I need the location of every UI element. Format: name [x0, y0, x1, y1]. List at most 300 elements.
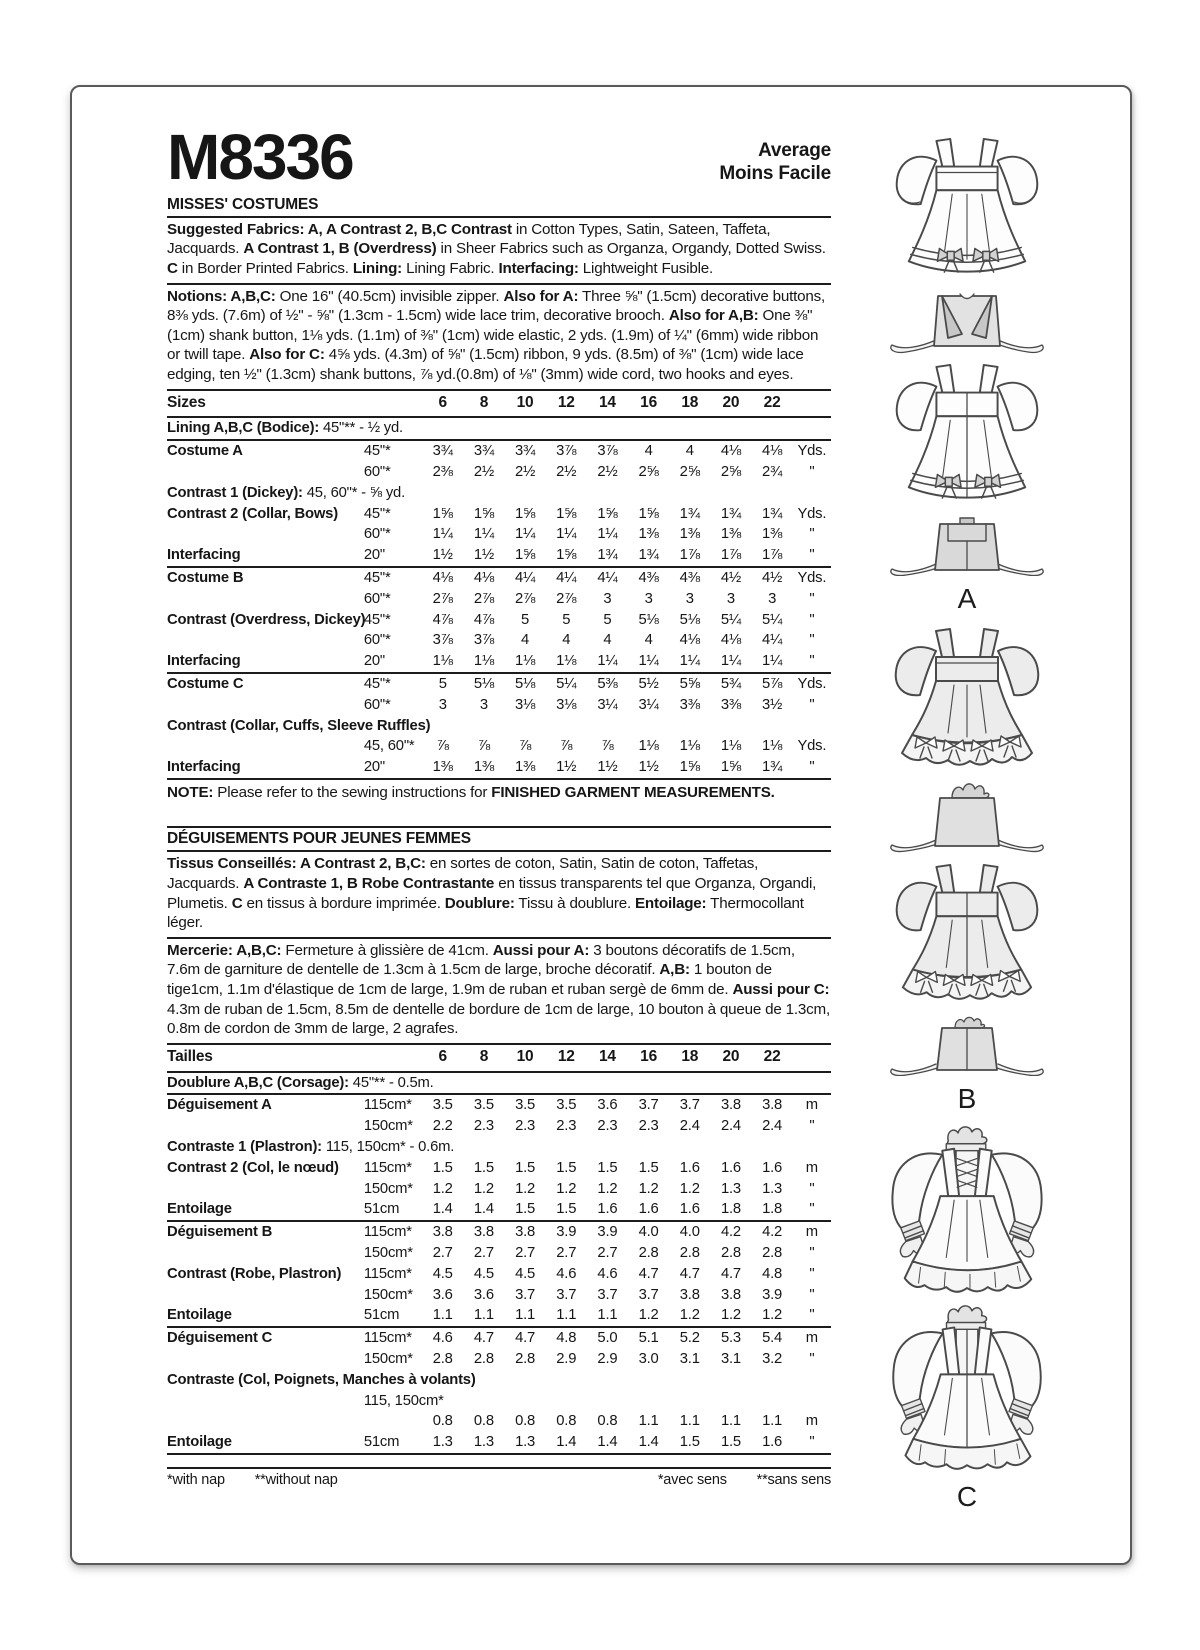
row-label: Sizes [167, 390, 422, 418]
yardage-value: 3.8 [463, 1221, 504, 1243]
yardage-value: 1⅞ [679, 547, 700, 564]
yardage-value: 2.8 [679, 1245, 700, 1261]
yardage-value: 1¾ [762, 759, 783, 776]
table-row [167, 716, 831, 737]
yardage-value: 5 [422, 673, 463, 695]
row-label [167, 1264, 364, 1285]
row-label [167, 651, 364, 673]
fabric-width: 60"* [363, 463, 391, 480]
yardage-value: 5⅞ [752, 673, 793, 695]
yardage-value: 5.1 [628, 1327, 669, 1349]
row-label [167, 1305, 364, 1327]
table-row [167, 630, 831, 651]
yardage-value: 4.2 [752, 1221, 793, 1243]
yardage-value: 1⅝ [638, 505, 659, 522]
table-row [167, 1072, 831, 1095]
yardage-value: 1¼ [638, 653, 659, 670]
yardage-value: 4.7 [504, 1327, 545, 1349]
yardage-value: 5¼ [762, 611, 783, 628]
table-row [167, 1305, 831, 1327]
yardage-value: 1.6 [762, 1434, 783, 1451]
yardage-value: 1.6 [597, 1201, 618, 1218]
yardage-value: 2.8 [638, 1245, 659, 1261]
bold-text: Doublure: [444, 894, 515, 912]
yardage-value: 1⅝ [556, 505, 577, 522]
spacer [167, 806, 831, 820]
size-column-header: 20 [710, 390, 751, 418]
fabric-width: 115, 150cm* [363, 1392, 444, 1409]
bold-text: Contraste 1 (Plastron): [167, 1139, 322, 1156]
yardage-value: 4⅛ [463, 567, 504, 589]
footnote-english [167, 1472, 338, 1488]
yardage-value: 3¼ [597, 696, 618, 713]
yardage-value: 2.3 [515, 1118, 536, 1135]
table-row [167, 1411, 831, 1432]
table-row [167, 736, 831, 757]
sans-sens-note: **sans sens [756, 1471, 831, 1488]
table-row [167, 651, 831, 673]
footnotes [167, 1472, 831, 1488]
yardage-value: 1¾ [762, 505, 783, 522]
size-column-header: 16 [628, 1044, 669, 1072]
unit-label: " [809, 1350, 815, 1367]
unit-label: " [809, 547, 815, 564]
row-label: Tailles [167, 1044, 422, 1072]
unit-label: " [809, 611, 815, 628]
table-row [167, 1391, 831, 1412]
yardage-value: 2.7 [473, 1245, 494, 1261]
unit-label: " [809, 463, 815, 480]
yardage-value: 2⅞ [556, 590, 577, 607]
yardage-value: 4⅛ [752, 440, 793, 462]
unit-label: " [809, 632, 815, 649]
row-label [167, 695, 364, 716]
row-label [167, 673, 364, 695]
yardage-value: 4⅜ [628, 567, 669, 589]
bold-text: Costume A [167, 443, 243, 460]
table-row [167, 1044, 831, 1072]
row-label [167, 462, 364, 483]
yardage-value: 3.1 [720, 1350, 741, 1367]
view-a-label: A [957, 583, 977, 614]
yardage-value: 4.6 [556, 1265, 577, 1282]
row-label [167, 1221, 364, 1243]
yardage-value: 3.9 [546, 1221, 587, 1243]
yardage-value: 1¾ [597, 547, 618, 564]
yardage-value: 0.8 [556, 1413, 577, 1430]
yardage-value: 1.1 [515, 1307, 536, 1324]
yardage-value: 1.2 [473, 1180, 494, 1197]
yardage-value: 3⅞ [432, 632, 453, 649]
yardage-value: ⅞ [477, 738, 490, 755]
fabric-width: 150cm* [363, 1245, 413, 1261]
bold-text: Entoilage [167, 1201, 232, 1218]
yardage-value: 4.7 [720, 1265, 741, 1282]
row-label [167, 440, 364, 462]
yardage-value: 2⅞ [473, 590, 494, 607]
yardage-value: 1.6 [638, 1201, 659, 1218]
divider [167, 216, 831, 218]
table-row [167, 1199, 831, 1221]
bold-text: Contrast 2 (Collar, Bows) [167, 505, 338, 522]
yardage-value: 5⅛ [463, 673, 504, 695]
fabric-width: 115cm* [364, 1221, 422, 1243]
yardage-value: 3.9 [762, 1286, 783, 1303]
yardage-value: 4⅜ [669, 567, 710, 589]
yardage-value: 5.4 [752, 1327, 793, 1349]
table-row [167, 1158, 831, 1179]
yardage-value: 0.8 [597, 1413, 618, 1430]
difficulty-french: Moins Facile [719, 163, 831, 185]
table-row [167, 417, 831, 440]
bold-text: Entoilage [167, 1434, 232, 1451]
bold-text: Contrast 1 (Dickey): [167, 484, 303, 501]
yardage-value: 5 [521, 611, 530, 628]
yardage-value: 3 [644, 590, 653, 607]
row-label: Contraste 1 (Plastron): 115, 150cm* - 0.6m. [167, 1139, 455, 1156]
yardage-value: 4¼ [504, 567, 545, 589]
unit-label: m [793, 1327, 831, 1349]
yardage-value: 1⅞ [720, 547, 742, 564]
yardage-value: 1.6 [679, 1201, 700, 1218]
footnote-french [658, 1472, 831, 1488]
yardage-value: 1.6 [679, 1159, 700, 1176]
yardage-value: 1⅜ [638, 526, 659, 543]
unit-label: m [805, 1159, 818, 1176]
yardage-value: 2½ [556, 463, 577, 480]
yardage-value: 2.3 [473, 1118, 494, 1135]
yardage-value: 2.3 [597, 1118, 618, 1135]
table-row [167, 1264, 831, 1285]
yardage-value: 4.5 [515, 1265, 536, 1282]
unit-label: Yds. [797, 738, 827, 755]
yardage-value: 2.7 [597, 1245, 618, 1261]
text-column [167, 121, 831, 1488]
yardage-table-english [167, 389, 831, 780]
yardage-value: 1.3 [432, 1434, 453, 1451]
yardage-value: 1⅛ [473, 653, 494, 670]
fabric-width: 45, 60"* [363, 738, 415, 755]
bold-text: Lining: [352, 259, 403, 277]
yardage-value: 1.5 [720, 1434, 741, 1451]
table-row [167, 567, 831, 589]
bold-text: A Contraste 1, B Robe Contrastante [243, 875, 495, 893]
costume-a-back-illustration [862, 361, 1072, 507]
dickey-b-front-illustration [862, 782, 1072, 854]
yardage-value: 2.3 [638, 1118, 659, 1135]
size-column-header: 20 [710, 1044, 751, 1072]
yardage-value: 1.2 [679, 1180, 700, 1197]
yardage-value: 1⅜ [514, 759, 536, 776]
yardage-value: 1.2 [556, 1180, 577, 1197]
fabric-width: 60"* [363, 526, 391, 543]
bold-text: C [231, 894, 243, 912]
yardage-value: ⅞ [601, 738, 614, 755]
yardage-value: 4⅛ [422, 567, 463, 589]
costume-b-front-illustration [862, 625, 1072, 775]
bold-text: Tissus Conseillés: A Contrast 2, B,C: [167, 855, 426, 873]
yardage-value: 1.2 [515, 1180, 536, 1197]
unit-label: " [809, 1118, 815, 1135]
yardage-value: 3.7 [628, 1094, 669, 1116]
bold-text: Costume C [167, 675, 244, 692]
yardage-value: 5½ [628, 673, 669, 695]
row-label [167, 1179, 364, 1200]
yardage-value: 1⅜ [762, 526, 783, 543]
costume-a-front-illustration [862, 135, 1072, 281]
yardage-value: 3.7 [597, 1286, 618, 1303]
yardage-value: 3.9 [587, 1221, 628, 1243]
unit-label: Yds. [793, 567, 831, 589]
yardage-value: 4.6 [422, 1327, 463, 1349]
bold-text: Contrast (Collar, Cuffs, Sleeve Ruffles) [167, 717, 431, 734]
view-c-label: C [956, 1481, 978, 1512]
table-row [167, 1094, 831, 1116]
yardage-value: 3.2 [762, 1350, 783, 1367]
yardage-value: 1.2 [762, 1307, 783, 1324]
row-label [167, 1349, 364, 1370]
yardage-value: 4.6 [597, 1265, 618, 1282]
yardage-value: 2.8 [432, 1350, 453, 1367]
bold-text: Contrast 2 (Col, le nœud) [167, 1159, 339, 1176]
fabric-width [364, 1411, 422, 1432]
yardage-value: 2½ [597, 463, 618, 480]
yardage-value: 3.5 [463, 1094, 504, 1116]
yardage-value: 2.8 [762, 1245, 783, 1261]
yardage-value: 3¼ [638, 696, 659, 713]
yardage-value: 1.3 [762, 1180, 783, 1197]
bold-text: Also for A,B: [668, 307, 759, 325]
unit-label: " [809, 1201, 815, 1218]
yardage-value: 1⅜ [679, 526, 700, 543]
yardage-value: 1.5 [515, 1159, 536, 1176]
yardage-value: 3.8 [710, 1094, 751, 1116]
bold-text: Mercerie: A,B,C: [167, 941, 282, 959]
yardage-value: 2.4 [679, 1118, 700, 1135]
yardage-value: 5.0 [587, 1327, 628, 1349]
size-column-header: 8 [463, 390, 504, 418]
with-nap-note: *with nap [167, 1471, 225, 1488]
yardage-value: 1⅛ [514, 653, 536, 670]
yardage-value: ⅞ [560, 738, 573, 755]
yardage-value: 3¾ [463, 440, 504, 462]
size-column-header: 10 [504, 390, 545, 418]
table-row [167, 1179, 831, 1200]
table-row [167, 524, 831, 545]
row-label [167, 524, 364, 545]
unit-label: " [809, 759, 815, 776]
yardage-value: 3.7 [638, 1286, 659, 1303]
size-column-header: 18 [669, 1044, 710, 1072]
yardage-value: 2.8 [515, 1350, 536, 1367]
fabric-width: 150cm* [363, 1118, 413, 1135]
fabric-width: 60"* [363, 632, 391, 649]
table-row [167, 610, 831, 631]
table-row [167, 1432, 831, 1454]
yardage-value: 1.5 [556, 1159, 577, 1176]
difficulty-rating [719, 127, 831, 185]
yardage-value: 2.9 [597, 1350, 618, 1367]
bold-text: A,B: [659, 961, 690, 979]
garment-illustrations [842, 135, 1092, 1523]
yardage-value: 3.8 [679, 1286, 700, 1303]
table-row [167, 1370, 831, 1391]
row-label [167, 504, 364, 525]
row-label [167, 1432, 364, 1454]
yardage-value: 2.2 [432, 1118, 453, 1135]
yardage-value: 1.1 [638, 1413, 659, 1430]
unit-label: " [809, 696, 815, 713]
yardage-value: 5.2 [669, 1327, 710, 1349]
size-column-header: 14 [587, 1044, 628, 1072]
yardage-value: 3.7 [669, 1094, 710, 1116]
yardage-value: 4.8 [762, 1265, 783, 1282]
row-label [167, 1199, 364, 1221]
size-column-header: 10 [504, 1044, 545, 1072]
bold-text: FINISHED GARMENT MEASUREMENTS. [491, 783, 775, 801]
bold-text: Interfacing [167, 547, 241, 564]
row-label [167, 1411, 364, 1432]
row-label [167, 1158, 364, 1179]
yardage-value: 1⅝ [720, 759, 742, 776]
yardage-value: 4 [628, 440, 669, 462]
yardage-value: 2⅝ [638, 463, 659, 480]
yardage-value: 4⅞ [432, 611, 453, 628]
table-row [167, 545, 831, 567]
unit-label: " [809, 1180, 815, 1197]
yardage-value: 1.4 [556, 1434, 577, 1451]
yardage-value: 5¼ [720, 611, 742, 628]
yardage-value: 5⅜ [587, 673, 628, 695]
yardage-value: 3.5 [546, 1094, 587, 1116]
bold-text: Interfacing [167, 759, 241, 776]
table-row [167, 589, 831, 610]
yardage-value: 5¼ [546, 673, 587, 695]
yardage-value: 1¼ [597, 526, 618, 543]
note-paragraph: NOTE: Please refer to the sewing instructions for FINISHED GARMENT MEASUREMENTS. [167, 783, 775, 801]
yardage-value: 1.5 [473, 1159, 494, 1176]
suggested-fabrics-paragraph: Suggested Fabrics: A, A Contrast 2, B,C Contrast in Cotton Types, Satin, Sateen, Taffeta, Jacquards. A Contrast 1, B (Overdress) in Sheer Fabrics such as Organza, Organdy, Dotted Swiss. C in Border Printed Fabrics. Lining: Lining Fabric. Interfacing: Lightweight Fusible. [167, 220, 826, 277]
unit-label: Yds. [797, 505, 827, 522]
yardage-value: 3.8 [504, 1221, 545, 1243]
yardage-value: 3⅛ [514, 696, 536, 713]
row-label [167, 1391, 364, 1412]
costume-c-back-illustration [860, 1304, 1074, 1474]
avec-sens-note: *avec sens [657, 1471, 727, 1488]
unit-label [793, 390, 831, 418]
yardage-value: 1.1 [720, 1413, 741, 1430]
fabric-width: 150cm* [363, 1286, 413, 1303]
row-label [167, 1327, 364, 1349]
unit-label: " [809, 590, 815, 607]
yardage-value: 4 [603, 632, 612, 649]
footnote-divider [167, 1467, 831, 1469]
yardage-value: 3.6 [432, 1286, 453, 1303]
bold-text: Lining A,B,C (Bodice): [167, 420, 320, 437]
yardage-value: 1.6 [720, 1159, 741, 1176]
mercerie-paragraph: Mercerie: A,B,C: Fermeture à glissière de 41cm. Aussi pour A: 3 boutons décoratifs de 1.5cm, 7.6m de garniture de dentelle de 1.3cm à 1.5cm de large, broche décoratif. A,B: 1 bouton de tige1cm, 1.1m d'élastique de 1cm de large, 1.9m de ruban et ruban sergè de 6mm de. Aussi pour C: 4.3m de ruban de 1.5cm, 8.5m de dentelle de bordure de 1cm de large, 10 bouton à queue de 1.3cm, 0.8m de cordon de 3mm de large, 2 agrafes. [167, 941, 831, 1038]
fabric-width: 45"* [364, 440, 422, 462]
yardage-value: 4 [521, 632, 530, 649]
yardage-value: 4¼ [587, 567, 628, 589]
yardage-value: 1.8 [720, 1201, 741, 1218]
without-nap-note: **without nap [254, 1471, 338, 1488]
french-section-header [167, 826, 831, 852]
yardage-value: 1½ [556, 759, 577, 776]
unit-label: " [809, 526, 815, 543]
yardage-value: 1¼ [720, 653, 742, 670]
yardage-value: 1¾ [679, 505, 700, 522]
size-column-header: 6 [422, 1044, 463, 1072]
header [167, 121, 831, 193]
fabric-width: 150cm* [363, 1180, 413, 1197]
bold-text: Contrast (Robe, Plastron) [167, 1265, 342, 1282]
yardage-value: 3⅛ [556, 696, 577, 713]
bold-text: Entoilage [167, 1307, 232, 1324]
yardage-value: 3⅜ [679, 696, 700, 713]
yardage-value: 3⅞ [473, 632, 494, 649]
yardage-value: 3.5 [504, 1094, 545, 1116]
yardage-value: 1.1 [556, 1307, 577, 1324]
unit-label: " [809, 1265, 815, 1282]
size-column-header: 12 [546, 1044, 587, 1072]
fabric-width: 51cm [363, 1434, 400, 1451]
yardage-value: 4¼ [546, 567, 587, 589]
row-label [167, 589, 364, 610]
bold-text: Déguisement C [167, 1330, 273, 1347]
yardage-value: 3.8 [720, 1286, 741, 1303]
size-column-header: 18 [669, 390, 710, 418]
yardage-value: 2.4 [720, 1118, 741, 1135]
fabric-width: 60"* [363, 590, 391, 607]
yardage-value: 3⅞ [587, 440, 628, 462]
yardage-value: 5 [562, 611, 571, 628]
yardage-value: 1.2 [638, 1180, 659, 1197]
yardage-value: 4 [669, 440, 710, 462]
yardage-value: 5⅝ [669, 673, 710, 695]
table-row [167, 1137, 831, 1158]
divider [167, 826, 831, 828]
yardage-value: 4.7 [638, 1265, 659, 1282]
size-column-header: 16 [628, 390, 669, 418]
yardage-value: 1½ [473, 547, 494, 564]
yardage-value: 4.0 [628, 1221, 669, 1243]
yardage-value: 1¼ [432, 526, 453, 543]
table-row [167, 440, 831, 462]
yardage-value: 4.5 [432, 1265, 453, 1282]
unit-label: " [809, 1245, 815, 1261]
yardage-value: 1⅜ [473, 759, 494, 776]
yardage-value: 3¾ [422, 440, 463, 462]
yardage-value: 1.2 [679, 1307, 700, 1324]
fabric-width: 115cm* [363, 1159, 412, 1176]
yardage-value: 4½ [752, 567, 793, 589]
yardage-value: 1½ [638, 759, 659, 776]
yardage-value: 1.5 [515, 1201, 536, 1218]
yardage-value: 1¾ [638, 547, 659, 564]
yardage-value: 4 [644, 632, 653, 649]
row-label [167, 716, 831, 737]
yardage-value: 1⅛ [556, 653, 577, 670]
bold-text: Costume B [167, 569, 244, 586]
fabric-width: 51cm [363, 1307, 400, 1324]
yardage-value: 1½ [597, 759, 618, 776]
yardage-value: 1.3 [720, 1180, 741, 1197]
yardage-value: 5.3 [710, 1327, 751, 1349]
size-column-header: 6 [422, 390, 463, 418]
bold-text: A Contrast 1, B (Overdress) [243, 240, 437, 258]
bold-text: Déguisement A [167, 1097, 272, 1114]
